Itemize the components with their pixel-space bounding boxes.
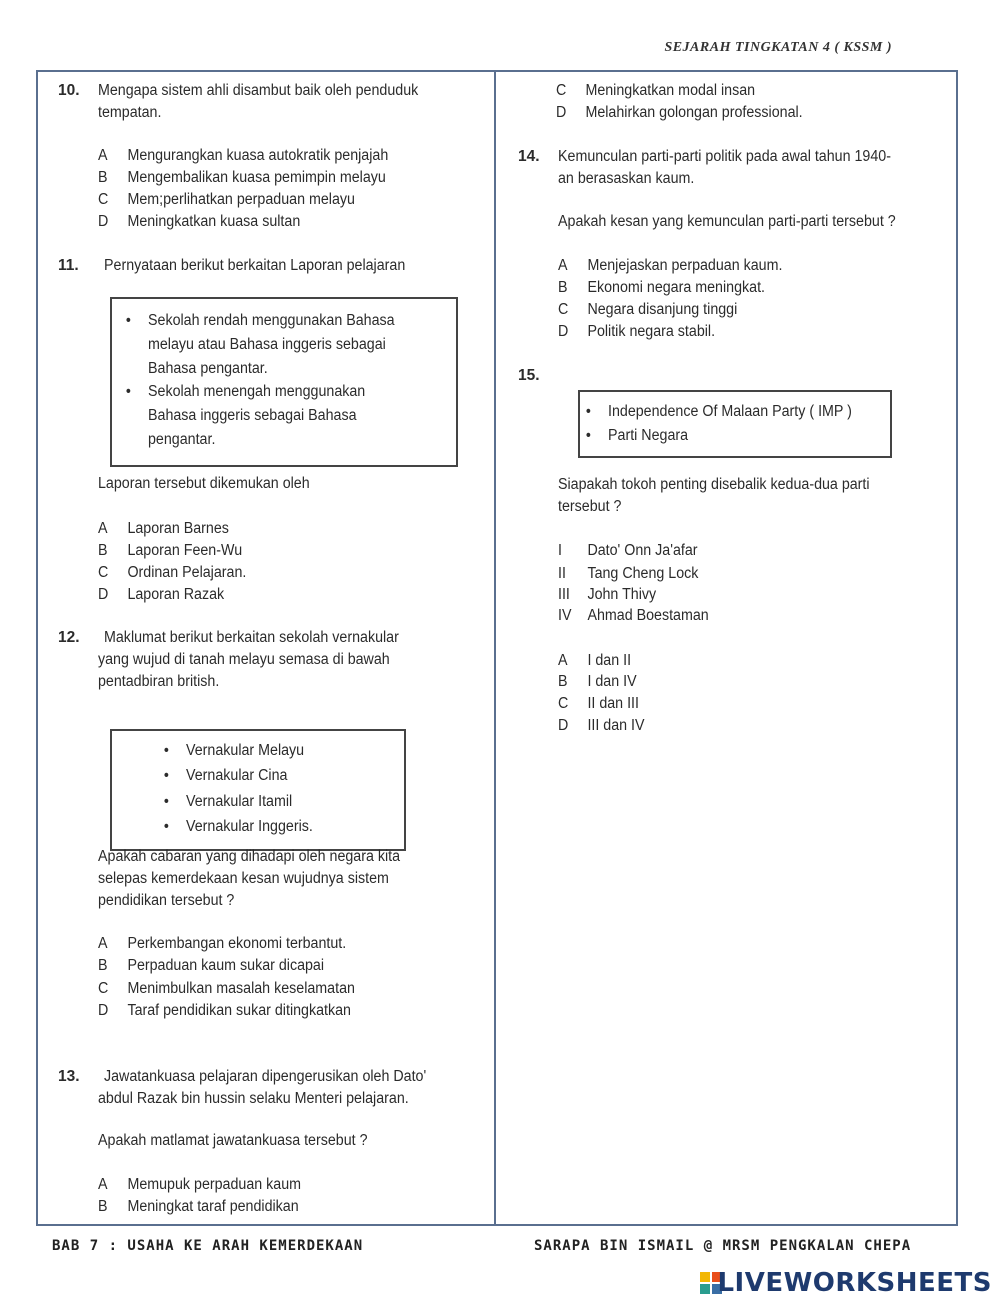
q13-stem-line1: Jawatankuasa pelajaran dipengerusikan oleh Dato'	[104, 1068, 427, 1085]
q12-option-b[interactable]: B Perpaduan kaum sukar dicapai	[98, 957, 325, 974]
q11-box-line3: Bahasa pengantar.	[148, 360, 268, 377]
q14-question: Apakah kesan yang kemunculan parti-parti tersebut ?	[558, 213, 896, 230]
q12-question-line1: Apakah cabaran yang dihadapi oleh negara kita	[98, 848, 401, 865]
q11-box-line4: • Sekolah menengah menggunakan	[148, 380, 365, 404]
q15-option-a[interactable]: A I dan II	[558, 652, 632, 669]
q11-box-line5: Bahasa inggeris sebagai Bahasa	[148, 407, 357, 424]
right-column-frame	[494, 70, 958, 1226]
q12-box-item1: • Vernakular Melayu	[186, 739, 304, 763]
q15-question-line2: tersebut ?	[558, 498, 622, 515]
page-header-title: SEJARAH TINGKATAN 4 ( KSSM )	[664, 40, 892, 55]
q14-option-d[interactable]: D Politik negara stabil.	[558, 323, 716, 340]
q11-option-a[interactable]: A Laporan Barnes	[98, 520, 229, 537]
q13-option-a[interactable]: A Memupuk perpaduan kaum	[98, 1176, 302, 1193]
q12-question-line3: pendidikan tersebut ?	[98, 892, 235, 909]
q15-option-d[interactable]: D III dan IV	[558, 717, 645, 734]
q12-stem-line2: yang wujud di tanah melayu semasa di bawah	[98, 651, 390, 668]
q12-box-item2: • Vernakular Cina	[186, 764, 287, 788]
q15-question-line1: Siapakah tokoh penting disebalik kedua-dua parti	[558, 476, 870, 493]
q11-stem: Pernyataan berikut berkaitan Laporan pelajaran	[104, 257, 406, 274]
q13-option-c[interactable]: C Meningkatkan modal insan	[556, 82, 756, 99]
q15-option-c[interactable]: C II dan III	[558, 695, 639, 712]
liveworksheets-brand[interactable]: LIVEWORKSHEETS	[717, 1268, 992, 1298]
q12-option-c[interactable]: C Menimbulkan masalah keselamatan	[98, 980, 355, 997]
q15-roman-i: I Dato' Onn Ja'afar	[558, 542, 698, 559]
q10-option-d[interactable]: D Meningkatkan kuasa sultan	[98, 213, 301, 230]
footer-chapter: BAB 7 : USAHA KE ARAH KEMERDEKAAN	[52, 1238, 364, 1254]
q11-number: 11.	[58, 257, 79, 274]
q11-option-d[interactable]: D Laporan Razak	[98, 586, 225, 603]
q15-info-box	[578, 390, 892, 458]
q14-stem-line2: an berasaskan kaum.	[558, 170, 695, 187]
footer-author: SARAPA BIN ISMAIL @ MRSM PENGKALAN CHEPA	[534, 1238, 912, 1254]
q12-box-item3: • Vernakular Itamil	[186, 790, 292, 814]
q12-stem-line3: pentadbiran british.	[98, 673, 220, 690]
q15-roman-ii: II Tang Cheng Lock	[558, 565, 699, 582]
q11-option-b[interactable]: B Laporan Feen-Wu	[98, 542, 243, 559]
q15-option-b[interactable]: B I dan IV	[558, 673, 637, 690]
q13-stem-line2: abdul Razak bin hussin selaku Menteri pelajaran.	[98, 1090, 409, 1107]
q13-question: Apakah matlamat jawatankuasa tersebut ?	[98, 1132, 368, 1149]
q12-stem-line1: Maklumat berikut berkaitan sekolah vernakular	[104, 629, 399, 646]
q11-box-line2: melayu atau Bahasa inggeris sebagai	[148, 336, 386, 353]
q14-stem-line1: Kemunculan parti-parti politik pada awal tahun 1940-	[558, 148, 891, 165]
q12-box-item4: • Vernakular Inggeris.	[186, 815, 313, 839]
q15-roman-iv: IV Ahmad Boestaman	[558, 607, 709, 624]
q13-option-d[interactable]: D Melahirkan golongan professional.	[556, 104, 803, 121]
q13-number: 13.	[58, 1068, 80, 1085]
q11-option-c[interactable]: C Ordinan Pelajaran.	[98, 564, 247, 581]
q10-stem-line2: tempatan.	[98, 104, 162, 121]
q12-number: 12.	[58, 629, 80, 646]
q12-option-d[interactable]: D Taraf pendidikan sukar ditingkatkan	[98, 1002, 351, 1019]
q14-number: 14.	[518, 148, 540, 165]
q15-roman-iii: III John Thivy	[558, 586, 657, 603]
q15-box-item2: • Parti Negara	[608, 424, 688, 448]
q13-option-b[interactable]: B Meningkat taraf pendidikan	[98, 1198, 299, 1215]
q11-info-box	[110, 297, 458, 467]
q10-option-b[interactable]: B Mengembalikan kuasa pemimpin melayu	[98, 169, 386, 186]
q10-option-a[interactable]: A Mengurangkan kuasa autokratik penjajah	[98, 147, 389, 164]
q11-box-line1: • Sekolah rendah menggunakan Bahasa	[148, 309, 395, 333]
q10-number: 10.	[58, 82, 80, 99]
q12-question-line2: selepas kemerdekaan kesan wujudnya sistem	[98, 870, 389, 887]
q14-option-c[interactable]: C Negara disanjung tinggi	[558, 301, 738, 318]
q10-option-c[interactable]: C Mem;perlihatkan perpaduan melayu	[98, 191, 355, 208]
q15-box-item1: • Independence Of Malaan Party ( IMP )	[608, 400, 852, 424]
q14-option-b[interactable]: B Ekonomi negara meningkat.	[558, 279, 766, 296]
q11-question: Laporan tersebut dikemukan oleh	[98, 475, 310, 492]
q12-info-box	[110, 729, 406, 851]
q10-stem-line1: Mengapa sistem ahli disambut baik oleh penduduk	[98, 82, 419, 99]
q14-option-a[interactable]: A Menjejaskan perpaduan kaum.	[558, 257, 783, 274]
q15-number: 15.	[518, 367, 540, 384]
q12-option-a[interactable]: A Perkembangan ekonomi terbantut.	[98, 935, 347, 952]
q11-box-line6: pengantar.	[148, 431, 216, 448]
